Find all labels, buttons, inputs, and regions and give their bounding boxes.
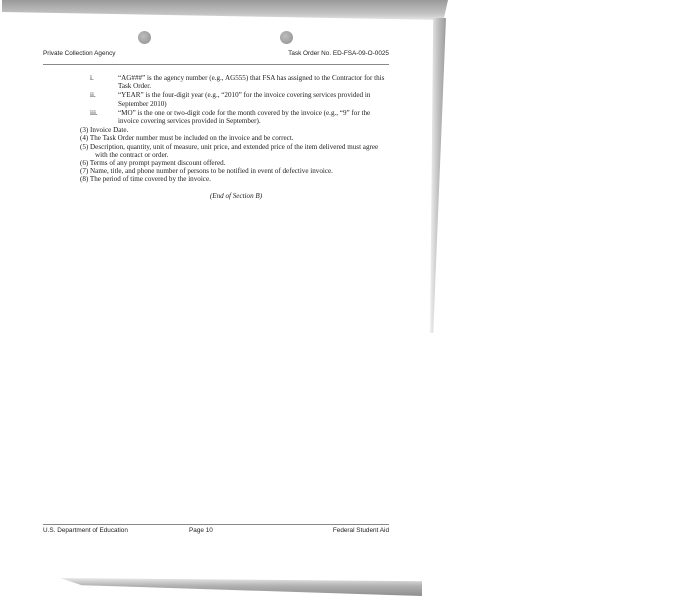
list-item-text: “YEAR” is the four-digit year (e.g., “2010” for the invoice covering services provided in September 2010) <box>118 91 371 108</box>
list-item-text: “MO” is the one or two-digit code for the month covered by the invoice (e.g., “9” for the invoice covering services provided in September). <box>118 108 371 126</box>
list-item: (5) Description, quantity, unit of measure, unit price, and extended price of the item delivered must agree with the contract or order. <box>80 142 379 159</box>
list-item: (8) The period of time covered by the invoice. <box>80 175 211 184</box>
header-task-order: Task Order No. ED-FSA-09-O-0025 <box>288 50 389 57</box>
list-item: (7) Name, title, and phone number of persons to be notified in event of defective invoice. <box>80 167 333 176</box>
punch-hole-left <box>138 31 151 44</box>
scan-edge-bottom <box>60 578 422 596</box>
footer-department: U.S. Department of Education <box>43 527 128 534</box>
scan-edge-top <box>2 0 448 20</box>
header-agency: Private Collection Agency <box>43 50 116 57</box>
page-number: Page 10 <box>189 527 213 534</box>
punch-hole-right <box>280 31 293 44</box>
list-item-roman-1: i. “AG###” is the agency number (e.g., AG555) that FSA has assigned to the Contractor for this Task Order. <box>80 74 392 90</box>
list-item: (4) The Task Order number must be included on the invoice and be correct. <box>80 134 294 143</box>
document-body <box>80 74 392 200</box>
page-footer <box>43 524 389 539</box>
list-item-roman-2: ii. “YEAR” is the four-digit year (e.g., “2010” for the invoice covering services provided in September 2010) <box>80 91 392 107</box>
numbered-list <box>80 126 392 183</box>
list-item: (6) Terms of any prompt payment discount offered. <box>80 159 226 168</box>
footer-office: Federal Student Aid <box>332 527 389 534</box>
end-of-section: (End of Section B) <box>209 191 263 200</box>
page-header <box>43 50 389 65</box>
list-item: (3) Invoice Date. <box>80 126 129 135</box>
list-item-roman-3: iii. “MO” is the one or two-digit code for the month covered by the invoice (e.g., “9” for the invoice covering services provided in September). <box>80 109 392 125</box>
list-item-text: “AG###” is the agency number (e.g., AG555) that FSA has assigned to the Contractor for this Task Order. <box>118 74 385 91</box>
scan-edge-right <box>430 18 446 333</box>
